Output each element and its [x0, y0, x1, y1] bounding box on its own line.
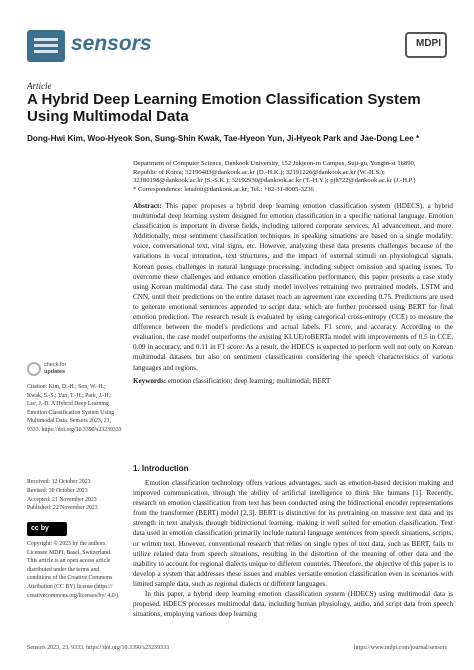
copyright-notice: Copyright: © 2023 by the authors. Licensee MDPI, Basel, Switzerland. This article is an open access article distributed under the terms and conditions of the Creative Commons Attribution (CC BY) license (https:// creativecommons.org/licenses/by/ 4.0/).	[27, 541, 120, 599]
keywords-label: Keywords:	[133, 377, 167, 385]
affiliation-line: Republic of Korea; 32190483@dankook.ac.kr (D.-H.K.); 32191226@dankook.ac.kr (W.-H.S.);	[133, 168, 385, 176]
published-date: Published: 22 November 2023	[27, 505, 98, 512]
correspondence: * Correspondence: letsdoit@dankook.ac.kr; Tel.: +82-31-8005-3236	[133, 185, 314, 193]
abstract-text: This paper proposes a hybrid deep learning emotion classification system (HDECS), a hybrid multimodal deep learning system designed for emotion classification in a specific national language. Emotion classification is important in diverse fields, including tailored corporate services, AI advancement, and more. Additionally, most sentiment classification techniques in speaking situations are based on a single modality: voice, conversational text, vital signs, etc. However, analyzing these data presents challenges because of the variations in vocal intonation, text structures, and the impact of external stimuli on physiological signals. Korean poses challenges in natural language processing, including subject omission and spacing issues. To overcome these challenges and enhance emotion classification performance, this paper presents a case study using Korean multimodal data. The case study model involves retraining two pretrained models, LSTM and CNN, until their predictions on the entire dataset reach an agreement rate exceeding 0.75. Predictions are used to generate emotional sentences appended to script data, which are further processed using BERT for final emotion prediction. The research result is evaluated by using categorical cross-entropy (CCE) to measure the difference between the model's predictions and actual labels, F1 score, and accuracy. According to the evaluation, the case model outperforms the existing KLUE/roBERTa model with improvements of 0.5 in CCE, 0.09 in accuracy, and 0.11 in F1 score. As a result, the HDECS is expected to perform well not only on Korean multimodal datasets but also on sentiment classification considering the speech characteristics of various languages and regions.	[133, 202, 453, 372]
footer-citation[interactable]: Sensors 2023, 23, 9333. https://doi.org/10.3390/s23239333	[27, 645, 170, 651]
article-type: Article	[27, 81, 52, 91]
author-list	[27, 133, 457, 144]
section-heading: 1. Introduction	[133, 464, 189, 473]
accepted-date: Accepted: 21 November 2023	[27, 496, 97, 503]
cc-license-icon[interactable]	[27, 522, 67, 536]
affiliation-line: Department of Computer Science, Dankook University, 152 Jukjeon-ro Campus, Suji-gu, Yongin-si 16890,	[133, 160, 416, 167]
cc-badge-label: cc by	[31, 525, 49, 532]
paragraph: In this paper, a hybrid deep learning emotion classification system (HDECS) using multimodal data is proposed. HDECS processes multimodal data, including human physiology, audio, and script data from speech situations, employing various deep learning	[133, 590, 453, 619]
introduction-body	[133, 478, 453, 619]
paragraph: Emotion classification technology offers various advantages, such as emotion-based decision making and improved communication, through the ability of artificial intelligence to think like humans [1]. Recently, research on emotion classification from text has been conducted using the bidirectional encoder representations from the transformer (BERT) model [2,3]. BERT is distinctive for its pretraining on massive text data and its strength in text analysis through bidirectional learning, making it well suited for emotion classification. Text data used in emotion classification primarily include natural language sentences from speech situations, scripts, or written text. However, conventional research that relies on single types of text data, such as BERT, fails to utilize related data from speech situations, resulting in the distortion of the meaning of other data and the inability to account for regional dialects unique to different countries. Therefore, the objective of this paper is to develop a system that addresses these issues and enables versatile emotion classification even in scenarios with limited sample data, such as regional dialects or different languages.	[133, 479, 453, 588]
authors-text: Dong-Hwi Kim, Woo-Hyeok Son, Sung-Shin Kwak, Tae-Hyeon Yun, Ji-Hyeok Park and Jae-Dong Lee *	[27, 134, 420, 143]
citation: Citation: Kim, D.-H.; Son, W.-H.; Kwak, S.-S.; Yun, T.-H.; Park, J.-H.; Lee, J.-D. A Hybrid Deep Learning Emotion Classification System Using Multimodal Data. Sensors 2023, 23, 9333. https://doi.org/10.3390/s23239333	[27, 384, 122, 433]
publication-dates	[27, 478, 122, 513]
article-title: A Hybrid Deep Learning Emotion Classification System Using Multimodal Data	[27, 91, 421, 125]
affiliation-line: 32180198@dankook.ac.kr (S.-S.K.); 32192930@dankook.ac.kr (T.-H.Y.); pjh722@dankook.ac.kr (J.-H.P.)	[133, 177, 416, 185]
footer-journal-link[interactable]: https://www.mdpi.com/journal/sensors	[354, 645, 447, 651]
publisher-name: MDPI	[416, 38, 441, 49]
check-updates-icon	[27, 362, 41, 376]
journal-header	[27, 26, 447, 66]
check-for-updates-button[interactable]	[27, 362, 87, 378]
journal-name[interactable]: sensors	[71, 32, 152, 55]
keywords-text: emotion classification; deep learning; multimodal; BERT	[167, 377, 331, 385]
received-date: Received: 12 October 2023	[27, 479, 91, 485]
affiliation-block	[133, 160, 453, 194]
abstract-label: Abstract:	[133, 202, 162, 210]
revised-date: Revised: 30 October 2023	[27, 487, 88, 494]
keywords	[133, 376, 453, 386]
abstract	[133, 201, 453, 373]
journal-logo-icon	[27, 30, 65, 62]
check-updates-label: check for updates	[44, 362, 67, 375]
